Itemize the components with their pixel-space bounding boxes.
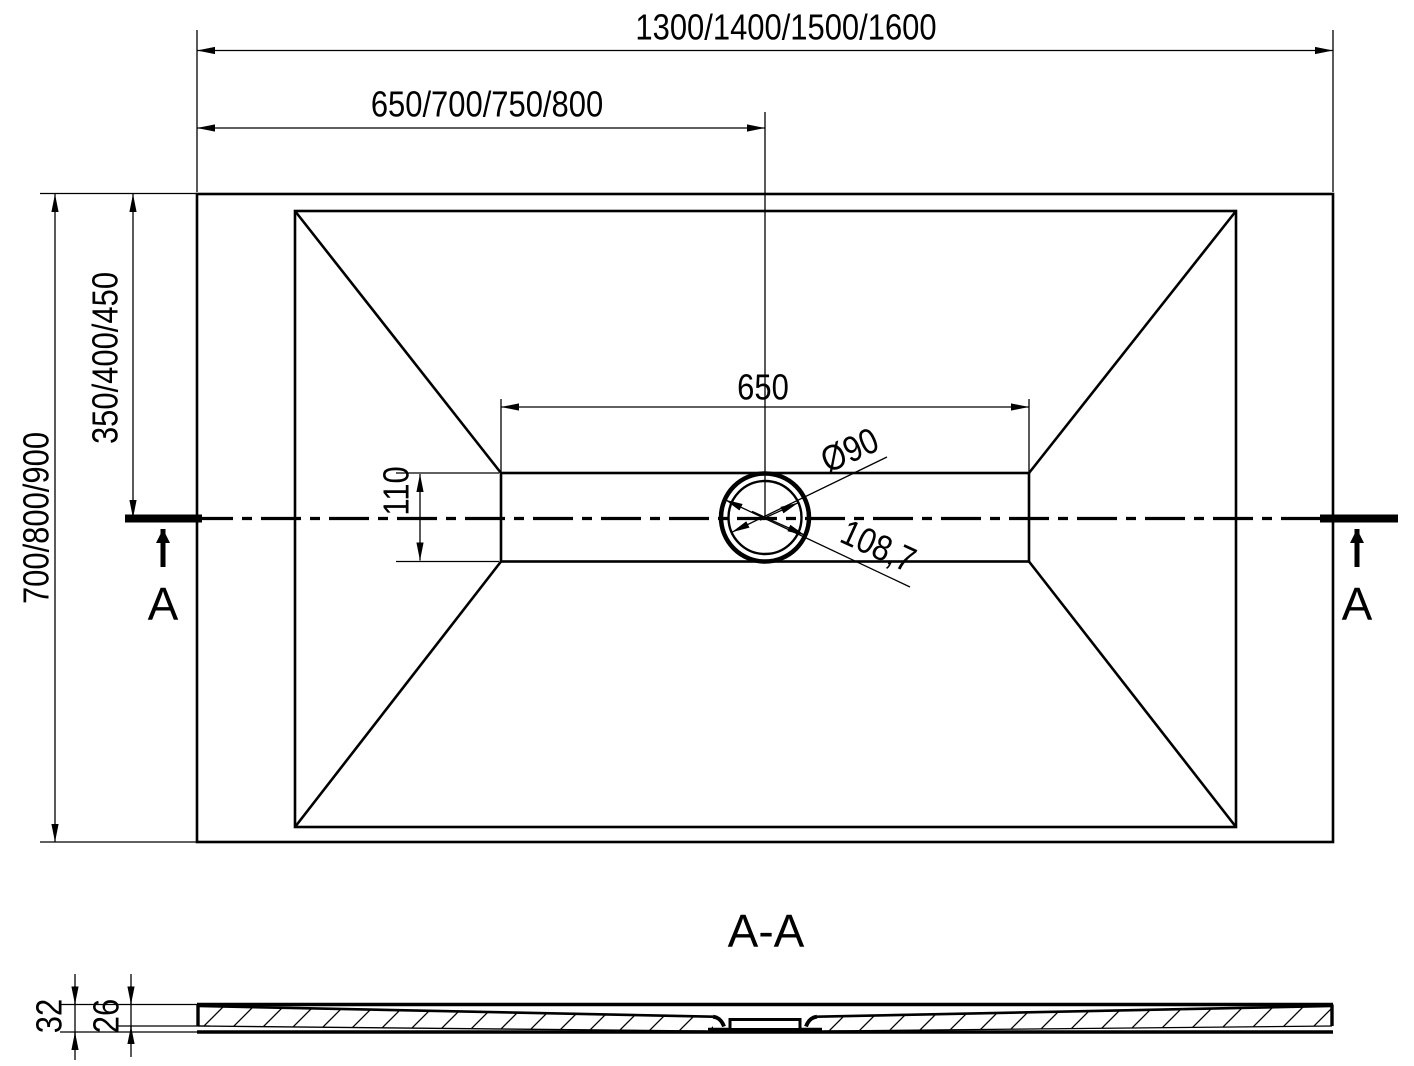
slope-line-top-right [1029,211,1236,473]
slope-line-bottom-right [1029,562,1236,828]
dim-drain-diameter-label: Ø90 [815,420,885,482]
section-marker-right-label: A [1341,578,1373,630]
section-drain-step-right [806,1017,817,1027]
section-drain-step-left [713,1017,724,1027]
dim-drain-outer-label: 108,7 [834,512,922,582]
leader-drain-outer-arrow [752,511,805,535]
plan-view [17,8,1398,842]
dimension-edge-thickness [87,974,131,1057]
dim-total-height-label: 32 [30,998,70,1034]
section-marker-left-label: A [147,578,179,630]
slope-line-top-left [295,211,501,473]
dim-depth-to-center-label: 350/400/450 [86,271,126,445]
section-title: A-A [727,905,805,957]
slope-line-bottom-left [295,562,501,828]
extension-lines [40,30,1333,842]
dimension-depth-to-center [86,194,133,518]
dim-depth-overall-label: 700/800/900 [17,431,57,605]
dim-width-to-drain-label: 650/700/750/800 [370,85,604,125]
dimension-channel-width [377,466,420,560]
dim-edge-thickness-label: 26 [87,998,127,1034]
dim-channel-width-label: 110 [377,466,417,516]
section-extension-lines [60,1005,210,1033]
dimension-width-to-drain [197,85,765,128]
dimension-drain-outer [725,500,922,587]
section-view [30,905,1333,1060]
dim-width-overall-label: 1300/1400/1500/1600 [635,8,937,48]
section-drain-cover-plate [730,1020,800,1030]
dimension-channel-length [501,368,1029,408]
dimension-total-height [30,974,75,1060]
section-cut-markers [125,519,1398,631]
dim-channel-length-label: 650 [737,368,789,408]
dimension-width-overall [197,8,1333,50]
dimension-depth-overall [17,194,57,842]
